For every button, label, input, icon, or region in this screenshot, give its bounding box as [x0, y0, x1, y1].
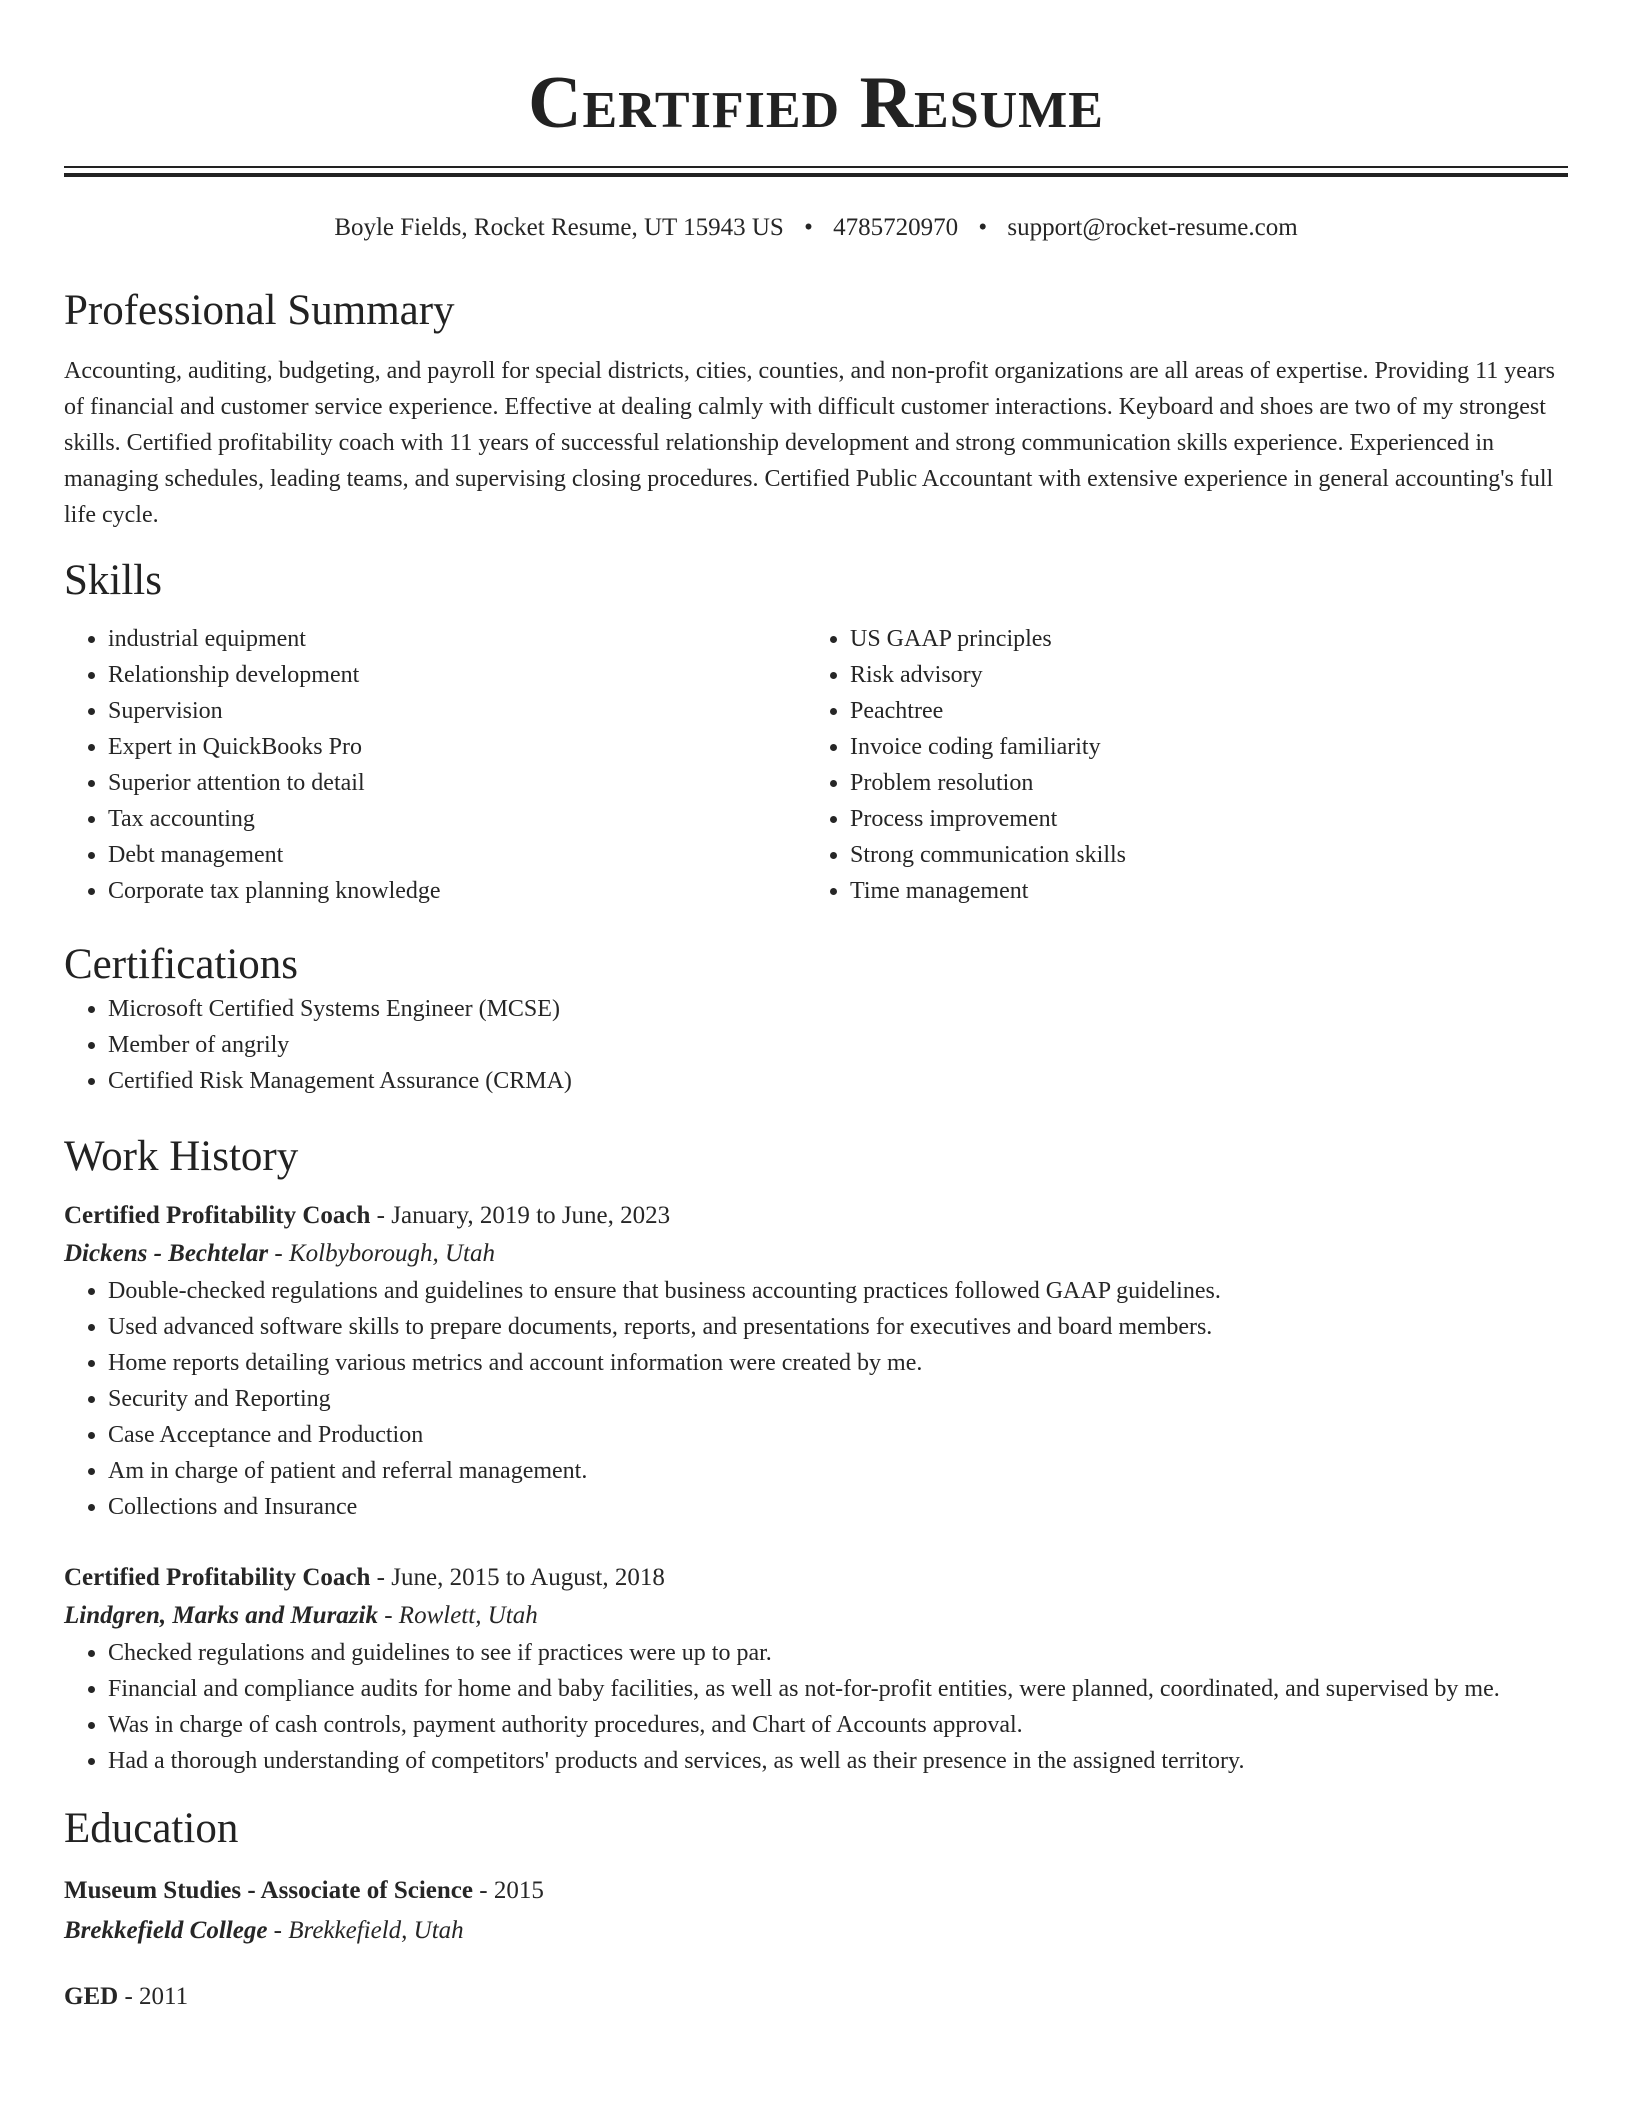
- job-title-line: [64, 1197, 1568, 1235]
- job-company: Dickens - Bechtelar: [64, 1240, 269, 1267]
- job-duty-item: • Double-checked regulations and guidelines to ensure that business accounting practices followed GAAP guidelines.: [108, 1273, 1568, 1309]
- summary-heading: Professional Summary: [64, 287, 455, 334]
- education-entry: [64, 1977, 1568, 2017]
- certifications-heading: Certifications: [64, 941, 299, 988]
- job-location: - Kolbyborough, Utah: [268, 1240, 495, 1267]
- job-duty-item: • Case Acceptance and Production: [108, 1417, 1568, 1453]
- skills-list-left: [64, 621, 806, 909]
- education-degree: GED: [64, 1983, 119, 2010]
- skill-item: • US GAAP principles: [850, 621, 1548, 657]
- header-rule-thick: [64, 173, 1568, 177]
- education-entry: [64, 1871, 1568, 1951]
- job-duty-item: • Had a thorough understanding of competitors' products and services, as well as their presence in the assigned territory.: [108, 1743, 1568, 1779]
- job-company-line: [64, 1235, 1568, 1273]
- job-entry: [64, 1559, 1568, 1779]
- contact-separator: •: [804, 214, 813, 241]
- job-duty-item: • Used advanced software skills to prepare documents, reports, and presentations for executives and board members.: [108, 1309, 1568, 1345]
- certification-item: • Member of angrily: [108, 1027, 1568, 1063]
- skill-item: • Expert in QuickBooks Pro: [108, 729, 806, 765]
- resume-name: Certified Resume: [528, 62, 1104, 144]
- job-dates: - June, 2015 to August, 2018: [370, 1564, 665, 1591]
- job-title: Certified Profitability Coach: [64, 1202, 371, 1229]
- job-entry: [64, 1197, 1568, 1525]
- skill-item: • Process improvement: [850, 801, 1548, 837]
- skills-list-right: [806, 621, 1548, 909]
- skill-item: • Peachtree: [850, 693, 1548, 729]
- education-year: - 2011: [118, 1983, 189, 2010]
- job-company-line: [64, 1597, 1568, 1635]
- skill-item: • Superior attention to detail: [108, 765, 806, 801]
- skill-item: • Tax accounting: [108, 801, 806, 837]
- skill-item: • Risk advisory: [850, 657, 1548, 693]
- skill-item: • Time management: [850, 873, 1548, 909]
- skill-item: • Debt management: [108, 837, 806, 873]
- job-title: Certified Profitability Coach: [64, 1564, 371, 1591]
- contact-line: [64, 211, 1568, 245]
- certifications-list: [64, 991, 1568, 1099]
- resume-page: [64, 0, 1568, 2017]
- skill-item: • Supervision: [108, 693, 806, 729]
- job-duty-item: • Am in charge of patient and referral management.: [108, 1453, 1568, 1489]
- skills-heading: Skills: [64, 557, 162, 604]
- skill-item: • Strong communication skills: [850, 837, 1548, 873]
- education-degree-line: [64, 1871, 1568, 1911]
- contact-email: support@rocket-resume.com: [1007, 214, 1298, 241]
- education-degree: Museum Studies - Associate of Science: [64, 1877, 473, 1904]
- education-school: Brekkefield College: [64, 1917, 268, 1944]
- education-degree-line: [64, 1977, 1568, 2017]
- job-company: Lindgren, Marks and Murazik: [64, 1602, 378, 1629]
- contact-phone: 4785720970: [833, 214, 959, 241]
- skill-item: • Invoice coding familiarity: [850, 729, 1548, 765]
- job-duty-item: • Was in charge of cash controls, payment authority procedures, and Chart of Accounts approval.: [108, 1707, 1568, 1743]
- skill-item: • Corporate tax planning knowledge: [108, 873, 806, 909]
- certification-item: • Certified Risk Management Assurance (CRMA): [108, 1063, 1568, 1099]
- skills-grid: [64, 621, 1568, 909]
- contact-address: Boyle Fields, Rocket Resume, UT 15943 US: [334, 214, 784, 241]
- job-duty-item: • Home reports detailing various metrics and account information were created by me.: [108, 1345, 1568, 1381]
- skills-column-right: [806, 621, 1548, 909]
- summary-text: Accounting, auditing, budgeting, and payroll for special districts, cities, counties, and non-profit organizations are all areas of expertise. Providing 11 years of financial and customer service experience. Effective at dealing calmly with difficult customer interactions. Keyboard and shoes are two of my strongest skills. Certified profitability coach with 11 years of successful relationship development and strong communication skills experience. Experienced in managing schedules, leading teams, and supervising closing procedures. Certified Public Accountant with extensive experience in general accounting's full life cycle.: [64, 358, 1555, 528]
- job-dates: - January, 2019 to June, 2023: [370, 1202, 671, 1229]
- skill-item: • Problem resolution: [850, 765, 1548, 801]
- job-duty-item: • Checked regulations and guidelines to see if practices were up to par.: [108, 1635, 1568, 1671]
- job-duty-item: • Financial and compliance audits for home and baby facilities, as well as not-for-profit entities, were planned, coordinated, and supervised by me.: [108, 1671, 1568, 1707]
- skills-column-left: [64, 621, 806, 909]
- education-year: - 2015: [473, 1877, 544, 1904]
- education-heading: Education: [64, 1805, 239, 1852]
- certification-item: • Microsoft Certified Systems Engineer (MCSE): [108, 991, 1568, 1027]
- skill-item: • industrial equipment: [108, 621, 806, 657]
- skill-item: • Relationship development: [108, 657, 806, 693]
- education-school-line: [64, 1911, 1568, 1951]
- job-title-line: [64, 1559, 1568, 1597]
- header-double-rule: [64, 166, 1568, 177]
- contact-separator: •: [978, 214, 988, 241]
- job-duties-list: [64, 1635, 1568, 1779]
- work-history-heading: Work History: [64, 1133, 299, 1180]
- job-location: - Rowlett, Utah: [377, 1602, 538, 1629]
- education-location: - Brekkefield, Utah: [267, 1917, 464, 1944]
- job-duty-item: • Collections and Insurance: [108, 1489, 1568, 1525]
- job-duties-list: [64, 1273, 1568, 1525]
- job-duty-item: • Security and Reporting: [108, 1381, 1568, 1417]
